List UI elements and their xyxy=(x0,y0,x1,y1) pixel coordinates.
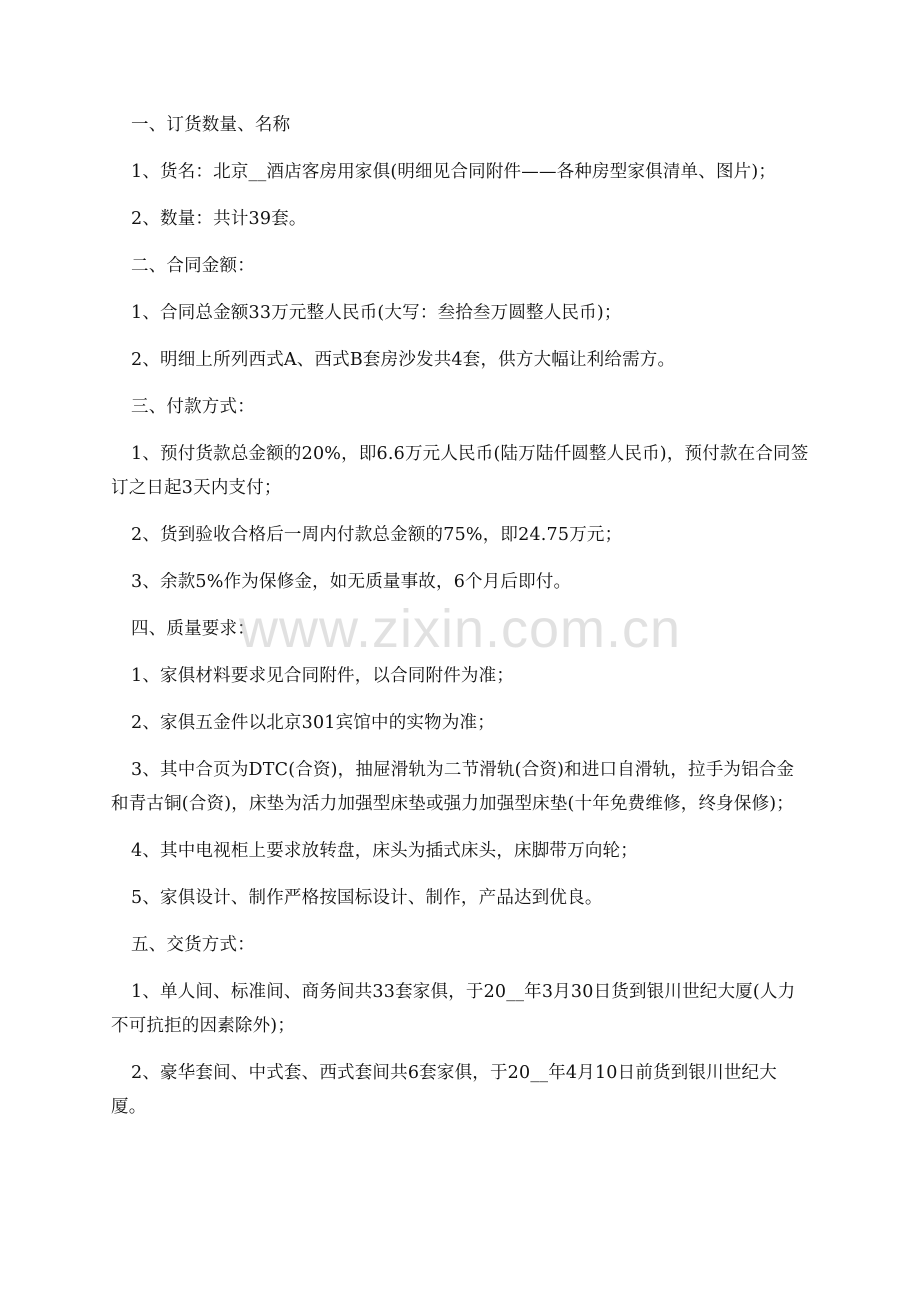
section-heading-amount: 二、合同金额： xyxy=(131,256,255,276)
clause-tv-cabinet: 4、其中电视柜上要求放转盘，床头为插式床头，床脚带万向轮； xyxy=(131,841,638,861)
clause-delivery-suites: 2、豪华套间、中式套、西式套间共6套家俱，于20__年4月10日前货到银川世纪大厦。 xyxy=(111,1063,777,1117)
clause-acceptance-payment: 2、货到验收合格后一周内付款总金额的75%，即24.75万元； xyxy=(131,525,623,545)
section-heading-delivery: 五、交货方式： xyxy=(131,935,255,955)
clause-warranty-balance: 3、余款5%作为保修金，如无质量事故，6个月后即付。 xyxy=(131,572,572,592)
section-heading-quality: 四、质量要求： xyxy=(131,619,255,639)
clause-advance-payment: 1、预付货款总金额的20%，即6.6万元人民币(陆万陆仟圆整人民币)，预付款在合同签订之日起3天内支付； xyxy=(111,444,809,498)
clause-quantity: 2、数量：共计39套。 xyxy=(131,209,307,229)
clause-components: 3、其中合页为DTC(合资)，抽屉滑轨为二节滑轨(合资)和进口自滑轨，拉手为铝合金和青古铜(合资)，床垫为活力加强型床垫或强力加强型床垫(十年免费维修，终身保修)； xyxy=(111,760,795,814)
clause-design-standard: 5、家俱设计、制作严格按国标设计、制作，产品达到优良。 xyxy=(131,888,603,908)
clause-total-amount: 1、合同总金额33万元整人民币(大写：叁拾叁万圆整人民币)； xyxy=(131,303,622,323)
section-heading-payment: 三、付款方式： xyxy=(131,397,255,417)
clause-materials: 1、家俱材料要求见合同附件，以合同附件为准； xyxy=(131,666,515,686)
clause-delivery-standard-rooms: 1、单人间、标准间、商务间共33套家俱，于20__年3月30日货到银川世纪大厦(人力不可抗拒的因素除外)； xyxy=(111,982,796,1036)
clause-hardware: 2、家俱五金件以北京301宾馆中的实物为准； xyxy=(131,713,495,733)
section-heading-order: 一、订货数量、名称 xyxy=(131,115,291,135)
clause-sofa-discount: 2、明细上所列西式A、西式B套房沙发共4套，供方大幅让利给需方。 xyxy=(131,350,676,370)
watermark: www.zixin.com.cn xyxy=(238,599,682,659)
clause-goods-name: 1、货名：北京__酒店客房用家俱(明细见合同附件——各种房型家俱清单、图片)； xyxy=(131,162,777,182)
document-body xyxy=(111,108,811,1137)
